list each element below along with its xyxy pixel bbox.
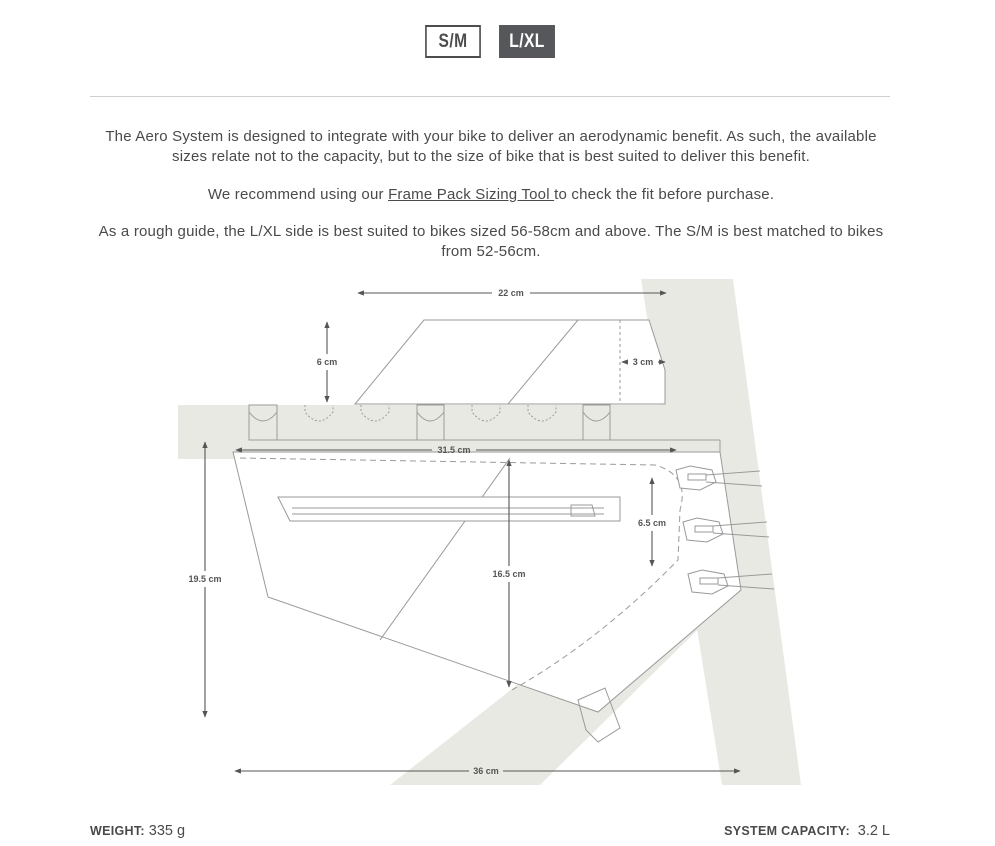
size-toggle [0, 25, 995, 61]
dim-label-frame-bottom-length: 36 cm [473, 766, 499, 776]
capacity-label: SYSTEM CAPACITY: [724, 824, 850, 838]
dim-label-top-height: 6 cm [316, 357, 338, 367]
top-tube-bag [355, 320, 665, 404]
frame-pack-sizing-tool-link[interactable]: Frame Pack Sizing Tool [388, 186, 555, 203]
weight-value: 335 g [148, 823, 186, 839]
dim-label-frame-center-height: 16.5 cm [492, 569, 526, 579]
description-paragraph-2 [95, 185, 887, 205]
size-option-lxl[interactable]: L/XL [499, 25, 555, 58]
dim-label-top-depth: 3 cm [632, 357, 654, 367]
weight-label: WEIGHT: [90, 824, 145, 838]
dim-label-frame-height: 19.5 cm [188, 574, 222, 584]
dim-label-frame-depth: 6.5 cm [637, 518, 667, 528]
recommend-text-end: to check the fit before purchase. [554, 186, 775, 203]
divider [90, 96, 890, 97]
weight-spec [90, 822, 185, 839]
description-paragraph-1: The Aero System is designed to integrate with your bike to deliver an aerodynamic benefit. As such, the available sizes relate not to the capacity, but to the size of bike that is best suited to deliver this benefit. [105, 128, 877, 165]
dim-label-frame-top-length: 31.5 cm [437, 445, 471, 455]
size-option-sm[interactable]: S/M [425, 25, 481, 58]
capacity-spec [724, 822, 890, 839]
recommend-text: We recommend using our [207, 186, 389, 203]
description-paragraph-3: As a rough guide, the L/XL side is best suited to bikes sized 56-58cm and above. The S/M is best matched to bikes from 52-56cm. [98, 223, 884, 260]
capacity-value: 3.2 L [857, 823, 890, 839]
sizing-diagram [0, 270, 995, 790]
dim-label-top-width: 22 cm [498, 288, 524, 298]
frame-bag [233, 452, 741, 742]
